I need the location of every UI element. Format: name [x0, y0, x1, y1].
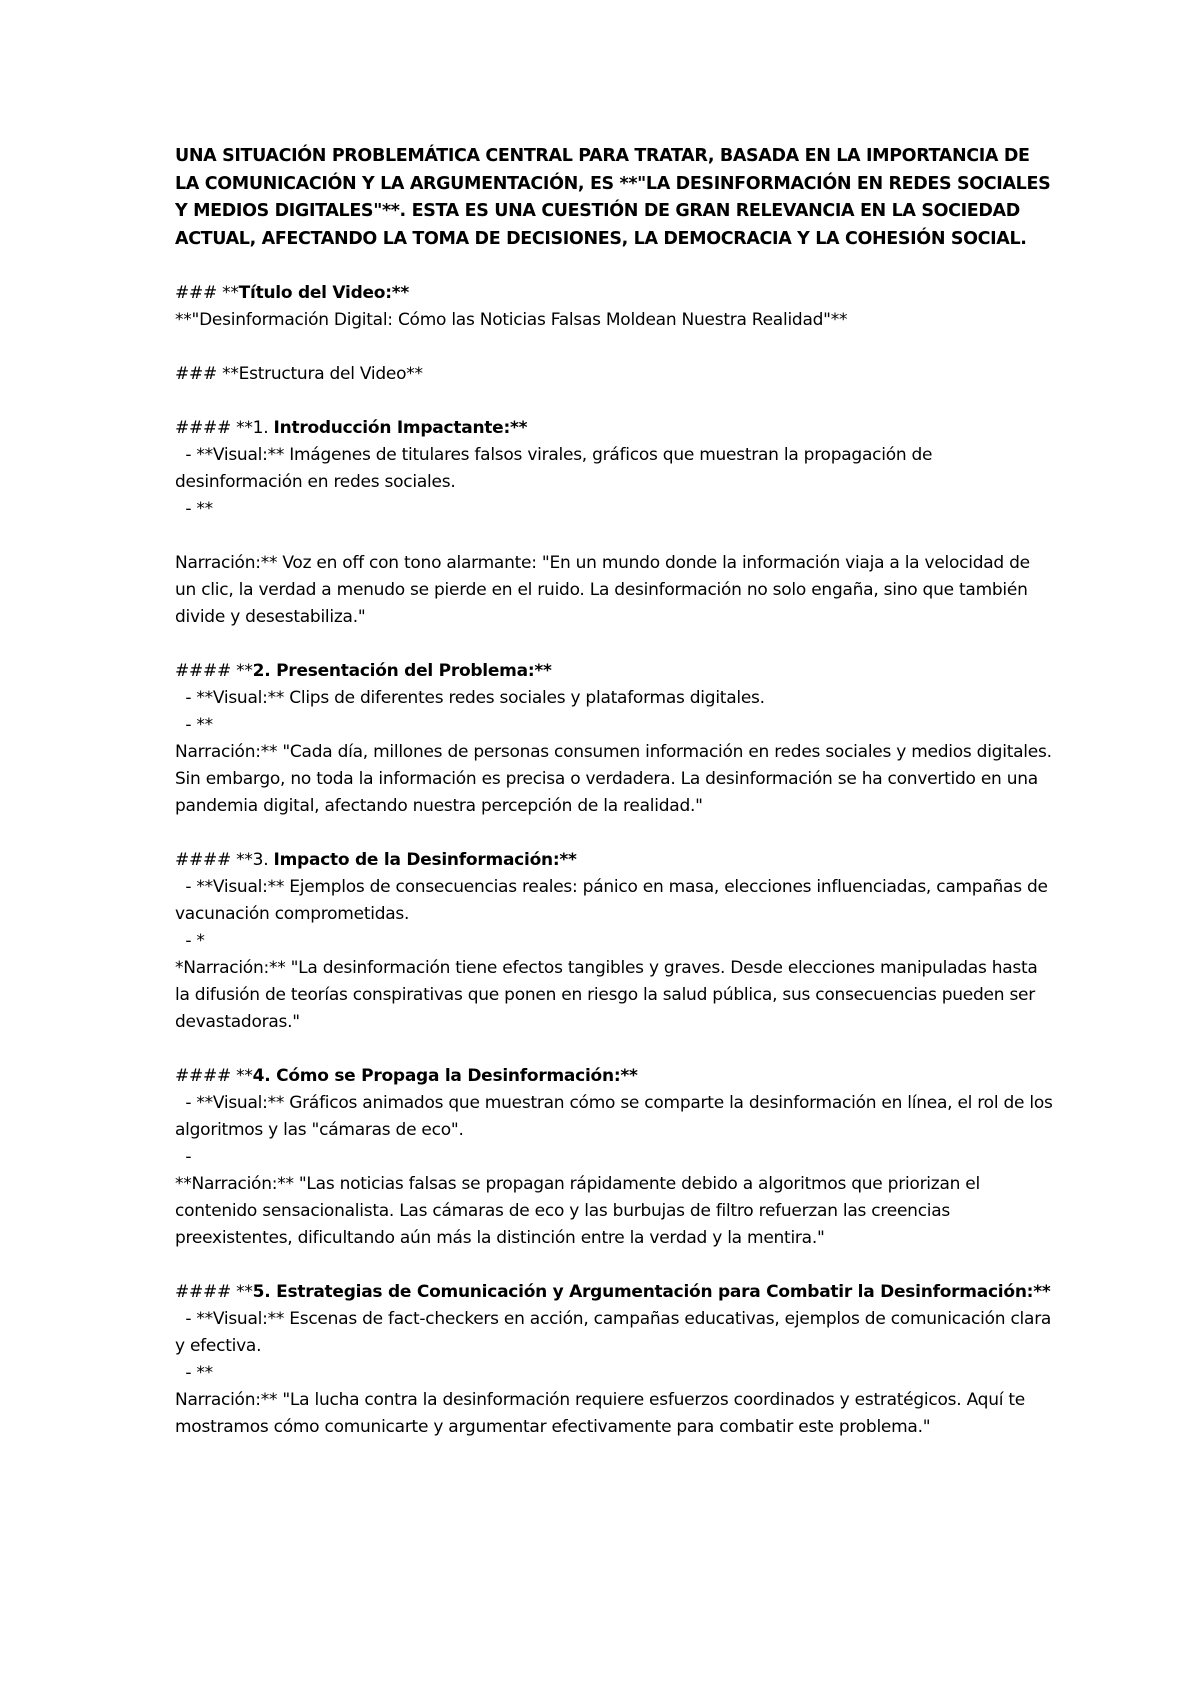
- section-3: [175, 847, 1055, 1036]
- heading-marks: #### **: [175, 1282, 253, 1302]
- section-4: [175, 1063, 1058, 1252]
- heading-text: 5. Estrategias de Comunicación y Argumentación para Combatir la Desinformación:**: [252, 1282, 1051, 1302]
- heading-marks: #### **: [175, 661, 253, 681]
- spacer: [175, 820, 1055, 847]
- visual-line: [175, 442, 1055, 496]
- visual-label: - **Visual:**: [175, 445, 290, 465]
- section-heading: [175, 658, 1055, 685]
- spacer: [175, 1036, 1055, 1063]
- bullet-marker: - **: [175, 715, 213, 735]
- heading-text: Impacto de la Desinformación:**: [273, 850, 577, 870]
- section-heading: [175, 847, 1055, 874]
- spacer: [175, 631, 1055, 658]
- spacer: [175, 334, 1055, 361]
- bullet-marker: -: [175, 1147, 192, 1167]
- visual-label: - **Visual:**: [175, 1309, 290, 1329]
- visual-text: Escenas de fact-checkers en acción, campañas educativas, ejemplos de comunicación clara y efectiva.: [175, 1309, 1057, 1356]
- bullet-marker: - *: [175, 931, 205, 951]
- bullet-marker: - **: [175, 499, 213, 519]
- narration-text: **Narración:** "Las noticias falsas se propagan rápidamente debido a algoritmos que priorizan el contenido sensacionalista. Las cámaras de eco y las burbujas de filtro refuerzan las creencias preexistentes, dificultando aún más la distinción entre la verdad y la mentira.": [175, 1174, 986, 1248]
- video-title-heading: [175, 280, 1055, 307]
- spacer: [175, 523, 1055, 550]
- section-2: [175, 658, 1055, 820]
- spacer: [175, 1252, 1055, 1279]
- intro-paragraph: UNA SITUACIÓN PROBLEMÁTICA CENTRAL PARA TRATAR, BASADA EN LA IMPORTANCIA DE LA COMUNICACIÓN Y LA ARGUMENTACIÓN, ES **"LA DESINFORMACIÓN EN REDES SOCIALES Y MEDIOS DIGITALES"**. ESTA ES UNA CUESTIÓN DE GRAN RELEVANCIA EN LA SOCIEDAD ACTUAL, AFECTANDO LA TOMA DE DECISIONES, LA DEMOCRACIA Y LA COHESIÓN SOCIAL.: [175, 146, 1051, 249]
- bullet-marker: - **: [175, 1363, 213, 1383]
- visual-text: Clips de diferentes redes sociales y plataformas digitales.: [289, 688, 765, 708]
- narration-text: Narración:** "Cada día, millones de personas consumen información en redes sociales y medios digitales. Sin embargo, no toda la información es precisa o verdadera. La desinformación se ha convertido en una pandemia digital, afectando nuestra percepción de la realidad.": [175, 742, 1057, 816]
- heading-text: Introducción Impactante:**: [273, 418, 528, 438]
- heading-text: 2. Presentación del Problema:**: [252, 661, 552, 681]
- visual-text: Gráficos animados que muestran cómo se comparte la desinformación en línea, el rol de los algoritmos y las "cámaras de eco".: [175, 1093, 1058, 1140]
- heading-marks: #### **: [175, 1066, 253, 1086]
- visual-line: [175, 874, 1055, 928]
- visual-line: [175, 685, 1055, 712]
- heading-text: Título del Video:**: [238, 283, 410, 303]
- heading-marks: #### **1.: [175, 418, 274, 438]
- visual-label: - **Visual:**: [175, 877, 290, 897]
- spacer: [175, 388, 1055, 415]
- section-heading: [175, 1279, 1055, 1306]
- heading-marks: ### **: [175, 283, 239, 303]
- heading-marks: #### **3.: [175, 850, 274, 870]
- narration-text: Narración:** Voz en off con tono alarmante: "En un mundo donde la información viaja a la velocidad de un clic, la verdad a menudo se pierde en el ruido. La desinformación no solo engaña, sino que también divide y desestabiliza.": [175, 553, 1036, 627]
- section-5: [175, 1279, 1055, 1441]
- visual-label: - **Visual:**: [175, 1093, 290, 1113]
- visual-text: Ejemplos de consecuencias reales: pánico en masa, elecciones influenciadas, campañas de vacunación comprometidas.: [175, 877, 1053, 924]
- narration-text: Narración:** "La lucha contra la desinformación requiere esfuerzos coordinados y estratégicos. Aquí te mostramos cómo comunicarte y argumentar efectivamente para combatir este problema.": [175, 1390, 1031, 1437]
- visual-line: [175, 1090, 1058, 1144]
- visual-label: - **Visual:**: [175, 688, 290, 708]
- visual-line: [175, 1306, 1055, 1360]
- section-heading: [175, 1063, 1055, 1090]
- video-title-value: **"Desinformación Digital: Cómo las Noticias Falsas Moldean Nuestra Realidad"**: [175, 310, 848, 330]
- spacer: [175, 253, 1055, 280]
- structure-heading: ### **Estructura del Video**: [175, 364, 423, 384]
- heading-text: 4. Cómo se Propaga la Desinformación:**: [252, 1066, 638, 1086]
- narration-text: *Narración:** "La desinformación tiene efectos tangibles y graves. Desde elecciones manipuladas hasta la difusión de teorías conspirativas que ponen en riesgo la salud pública, sus consecuencias pueden ser devastadoras.": [175, 958, 1043, 1032]
- document-body: [175, 143, 1058, 1441]
- section-heading: [175, 415, 1055, 442]
- visual-text: Imágenes de titulares falsos virales, gráficos que muestran la propagación de desinformación en redes sociales.: [175, 445, 938, 492]
- section-1: [175, 415, 1055, 631]
